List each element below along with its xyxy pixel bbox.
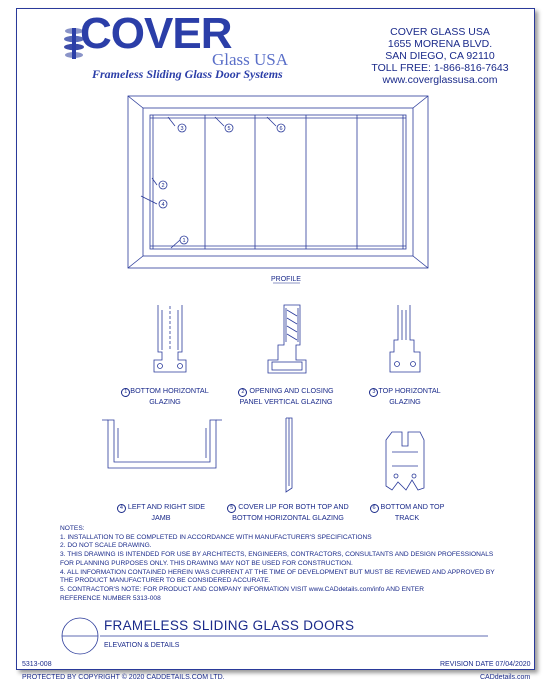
detail-2-number-icon: 2 xyxy=(238,388,247,397)
detail-3-number-icon: 3 xyxy=(369,388,378,397)
detail-3-profile xyxy=(390,305,420,372)
detail-3-caption: 3 TOP HORIZONTAL GLAZING xyxy=(350,386,460,406)
note-line: THE PRODUCT MANUFACTURER TO BE CONSIDERED ACCURATE. xyxy=(60,577,271,585)
notes-heading: NOTES: xyxy=(60,525,85,532)
notes-section xyxy=(60,525,495,603)
detail-5-profile xyxy=(286,418,292,492)
detail-2-profile xyxy=(268,305,306,373)
drawing-subtitle: ELEVATION & DETAILS xyxy=(104,642,180,649)
callout-2-label: 2 xyxy=(161,183,165,189)
profile-label: PROFILE xyxy=(271,276,301,283)
callout-4-label: 4 xyxy=(161,202,165,208)
callout-3-label: 3 xyxy=(180,126,184,132)
company-website[interactable]: www.coverglassusa.com xyxy=(382,74,498,86)
detail-4-profile xyxy=(102,420,222,468)
logo-subtitle: Glass USA xyxy=(212,50,289,69)
reference-number: 5313-008 xyxy=(22,661,52,668)
detail-5-number-icon: 5 xyxy=(227,504,236,513)
callout-1-label: 1 xyxy=(182,238,186,244)
detail-4-number-icon: 4 xyxy=(117,504,126,513)
detail-2-caption: 2 OPENING AND CLOSING PANEL VERTICAL GLAZING xyxy=(239,386,334,406)
detail-5-caption: 5 COVER LIP FOR BOTH TOP AND BOTTOM HORIZONTAL GLAZING xyxy=(226,502,350,522)
caddetails-link[interactable]: CADdetails.com xyxy=(480,674,531,681)
detail-1-profile xyxy=(154,305,186,372)
logo-wordmark: COVER xyxy=(80,9,232,58)
note-line: 1. INSTALLATION TO BE COMPLETED IN ACCORDANCE WITH MANUFACTURER'S SPECIFICATIONS xyxy=(60,533,372,541)
revision-date: REVISION DATE 07/04/2020 xyxy=(440,661,531,668)
callout-6-label: 6 xyxy=(279,126,283,132)
company-street: 1655 MORENA BLVD. xyxy=(387,38,493,50)
detail-6-profile xyxy=(386,432,424,490)
note-line: 5. CONTRACTOR'S NOTE: FOR PRODUCT AND COMPANY INFORMATION VISIT www.CADdetails.com/info AND ENTER xyxy=(60,585,424,593)
detail-1-number-icon: 1 xyxy=(121,388,130,397)
copyright-text: PROTECTED BY COPYRIGHT © 2020 CADDETAILS.COM LTD. xyxy=(22,674,225,681)
note-line: 4. ALL INFORMATION CONTAINED HEREIN WAS CURRENT AT THE TIME OF DEVELOPMENT BUT MUST BE REVIEWED AND APPROVED BY xyxy=(60,568,495,576)
detail-4-caption: 4 LEFT AND RIGHT SIDE JAMB xyxy=(106,502,216,522)
company-city: SAN DIEGO, CA 92110 xyxy=(385,50,495,62)
note-line: FOR PLANNING PURPOSES ONLY. THIS DRAWING MAY NOT BE USED FOR CONSTRUCTION. xyxy=(60,559,353,567)
drawing-title: FRAMELESS SLIDING GLASS DOORS xyxy=(104,618,355,633)
company-name: COVER GLASS USA xyxy=(390,26,490,38)
detail-6-caption: 6 BOTTOM AND TOP TRACK xyxy=(352,502,462,522)
detail-1-caption: 1 BOTTOM HORIZONTAL GLAZING xyxy=(110,386,220,406)
detail-6-number-icon: 6 xyxy=(370,504,379,513)
logo-tagline: Frameless Sliding Glass Door Systems xyxy=(92,67,283,81)
callout-5-label: 5 xyxy=(227,126,231,132)
note-line: REFERENCE NUMBER 5313-008 xyxy=(60,594,161,602)
note-line: 3. THIS DRAWING IS INTENDED FOR USE BY ARCHITECTS, ENGINEERS, CONTRACTORS, CONSULTANTS AND DESIGN PROFESSIONALS xyxy=(60,551,494,559)
company-phone: TOLL FREE: 1-866-816-7643 xyxy=(371,62,509,74)
note-line: 2. DO NOT SCALE DRAWING. xyxy=(60,542,152,550)
